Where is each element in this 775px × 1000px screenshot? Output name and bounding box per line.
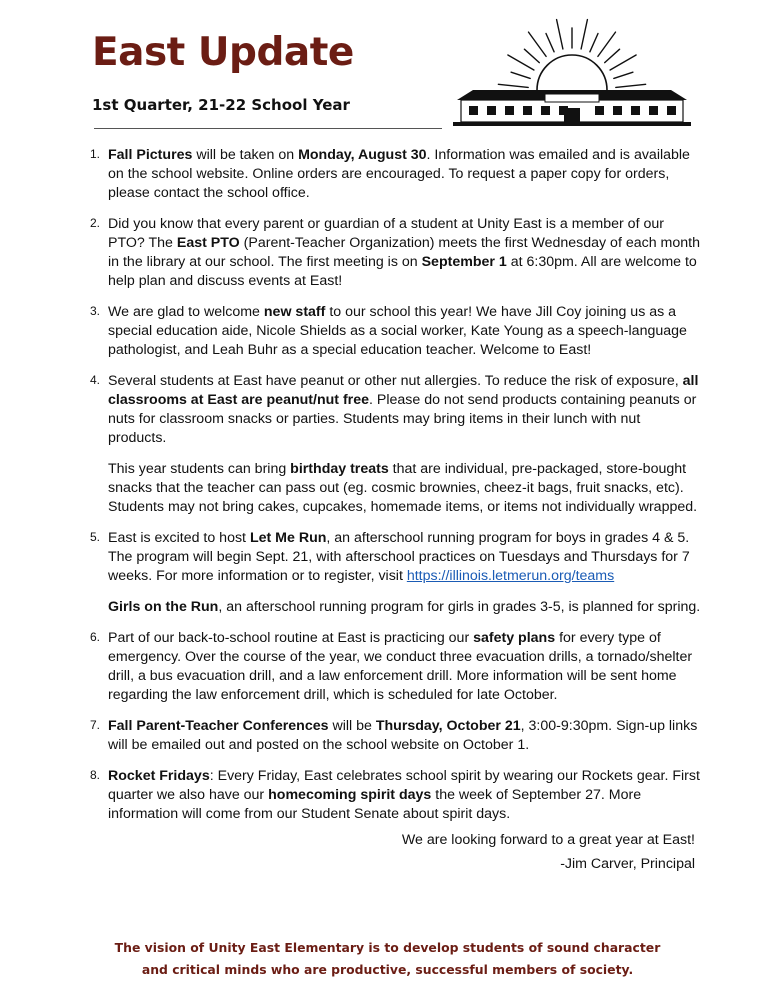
list-item-paragraph [108,717,702,755]
list-item-number: 2. [90,216,101,230]
sunburst-school-building-logo-icon [447,14,697,130]
body-text: the week of September 27. More information will come from our Student Senate about spirit days. [108,787,642,822]
list-item-number: 6. [90,630,101,644]
body-text: will be [328,718,376,734]
list-item-paragraph [108,629,702,705]
emphasis-text: Monday, August 30 [298,147,427,163]
registration-link[interactable]: https://illinois.letmerun.org/teams [406,568,615,584]
emphasis-text: all classrooms at East are peanut/nut free [108,373,699,408]
emphasis-text: homecoming spirit days [268,787,432,803]
list-item-number: 8. [90,768,101,782]
newsletter-subtitle: 1st Quarter, 21-22 School Year [92,96,350,114]
body-text: , 3:00-9:30pm. Sign-up links will be emailed out and posted on the school website on October 1. [108,718,698,753]
body-text: Several students at East have peanut or other nut allergies. To reduce the risk of exposure, [108,373,683,389]
list-item-paragraph [108,215,702,291]
emphasis-text: Rocket Fridays [108,768,210,784]
closing-block [402,828,695,876]
list-item-paragraph [108,146,702,203]
list-item-paragraph [108,598,702,617]
body-text: that are individual, pre-packaged, store-bought snacks that the teacher can pass out (eg. cosmic brownies, cheez-it bags, fruit snacks, etc). Students may not bring cakes, cupcakes, homemade items, or items not individually wrapped. [108,461,698,515]
announcement-list [72,146,702,836]
emphasis-text: new staff [263,304,326,320]
body-text: to our school this year! We have Jill Coy joining us as a special education aide, Nicole Shields as a social worker, Kate Young as a speech-language pathologist, and Leah Buhr as a special education teacher. Welcome to East! [108,304,687,358]
newsletter-title: East Update [92,30,354,75]
emphasis-text: safety plans [473,630,556,646]
body-text: . Information was emailed and is available on the school website. Online orders are encouraged. To request a paper copy for orders, please contact the school office. [108,147,690,201]
list-item-paragraph [108,303,702,360]
vision-line: and critical minds who are productive, successful members of society. [141,962,634,977]
emphasis-text: September 1 [421,254,507,270]
vision-line: The vision of Unity East Elementary is to develop students of sound character [114,940,661,955]
body-text: This year students can bring [108,461,291,477]
body-text: Did you know that every parent or guardian of a student at Unity East is a member of our PTO? The [108,216,664,251]
list-item-paragraph [108,529,702,586]
list-item [72,372,702,517]
body-text: . Please do not send products containing peanuts or nuts for classroom snacks or parties. Students may bring items in their lunch with nut products. [108,392,697,446]
emphasis-text: Fall Pictures [108,147,193,163]
list-item-number: 1. [90,147,101,161]
body-text: (Parent-Teacher Organization) meets the first Wednesday of each month in the library at our school. The first meeting is on [108,235,700,270]
list-item-number: 4. [90,373,101,387]
emphasis-text: Let Me Run [249,530,327,546]
vision-statement [0,937,775,981]
body-text: for every type of emergency. Over the course of the year, we conduct three evacuation drills, a tornado/shelter drill, a bus evacuation drill, and a law enforcement drill. More information will be sent home regarding the law enforcement drill, which is scheduled for late October. [108,630,693,703]
list-item [72,529,702,617]
list-item-paragraph [108,767,702,824]
list-item-number: 3. [90,304,101,318]
list-item [72,767,702,824]
list-item-number: 7. [90,718,101,732]
list-item-paragraph [108,460,702,517]
body-text: Part of our back-to-school routine at East is practicing our [108,630,474,646]
emphasis-text: East PTO [176,235,240,251]
header-divider [94,128,442,129]
principal-signature: -Jim Carver, Principal [560,856,695,872]
list-item-number: 5. [90,530,101,544]
body-text: will be taken on [192,147,299,163]
body-text: , an afterschool running program for girls in grades 3-5, is planned for spring. [218,599,701,615]
list-item [72,146,702,203]
closing-line: We are looking forward to a great year at East! [401,832,695,848]
emphasis-text: Thursday, October 21 [375,718,521,734]
emphasis-text: Girls on the Run [108,599,219,615]
emphasis-text: Fall Parent-Teacher Conferences [108,718,329,734]
list-item [72,215,702,291]
body-text: We are glad to welcome [108,304,264,320]
list-item [72,717,702,755]
list-item [72,629,702,705]
body-text: at 6:30pm. All are welcome to help plan and discuss events at East! [108,254,697,289]
body-text: , an afterschool running program for boys in grades 4 & 5. The program will begin Sept. 21, with afterschool practices on Tuesdays and Thursdays for 7 weeks. For more information or to register, visit [108,530,690,584]
list-item-paragraph [108,372,702,448]
list-item [72,303,702,360]
body-text: East is excited to host [108,530,250,546]
emphasis-text: birthday treats [290,461,389,477]
body-text: : Every Friday, East celebrates school spirit by wearing our Rockets gear. First quarter we also have our [108,768,700,803]
